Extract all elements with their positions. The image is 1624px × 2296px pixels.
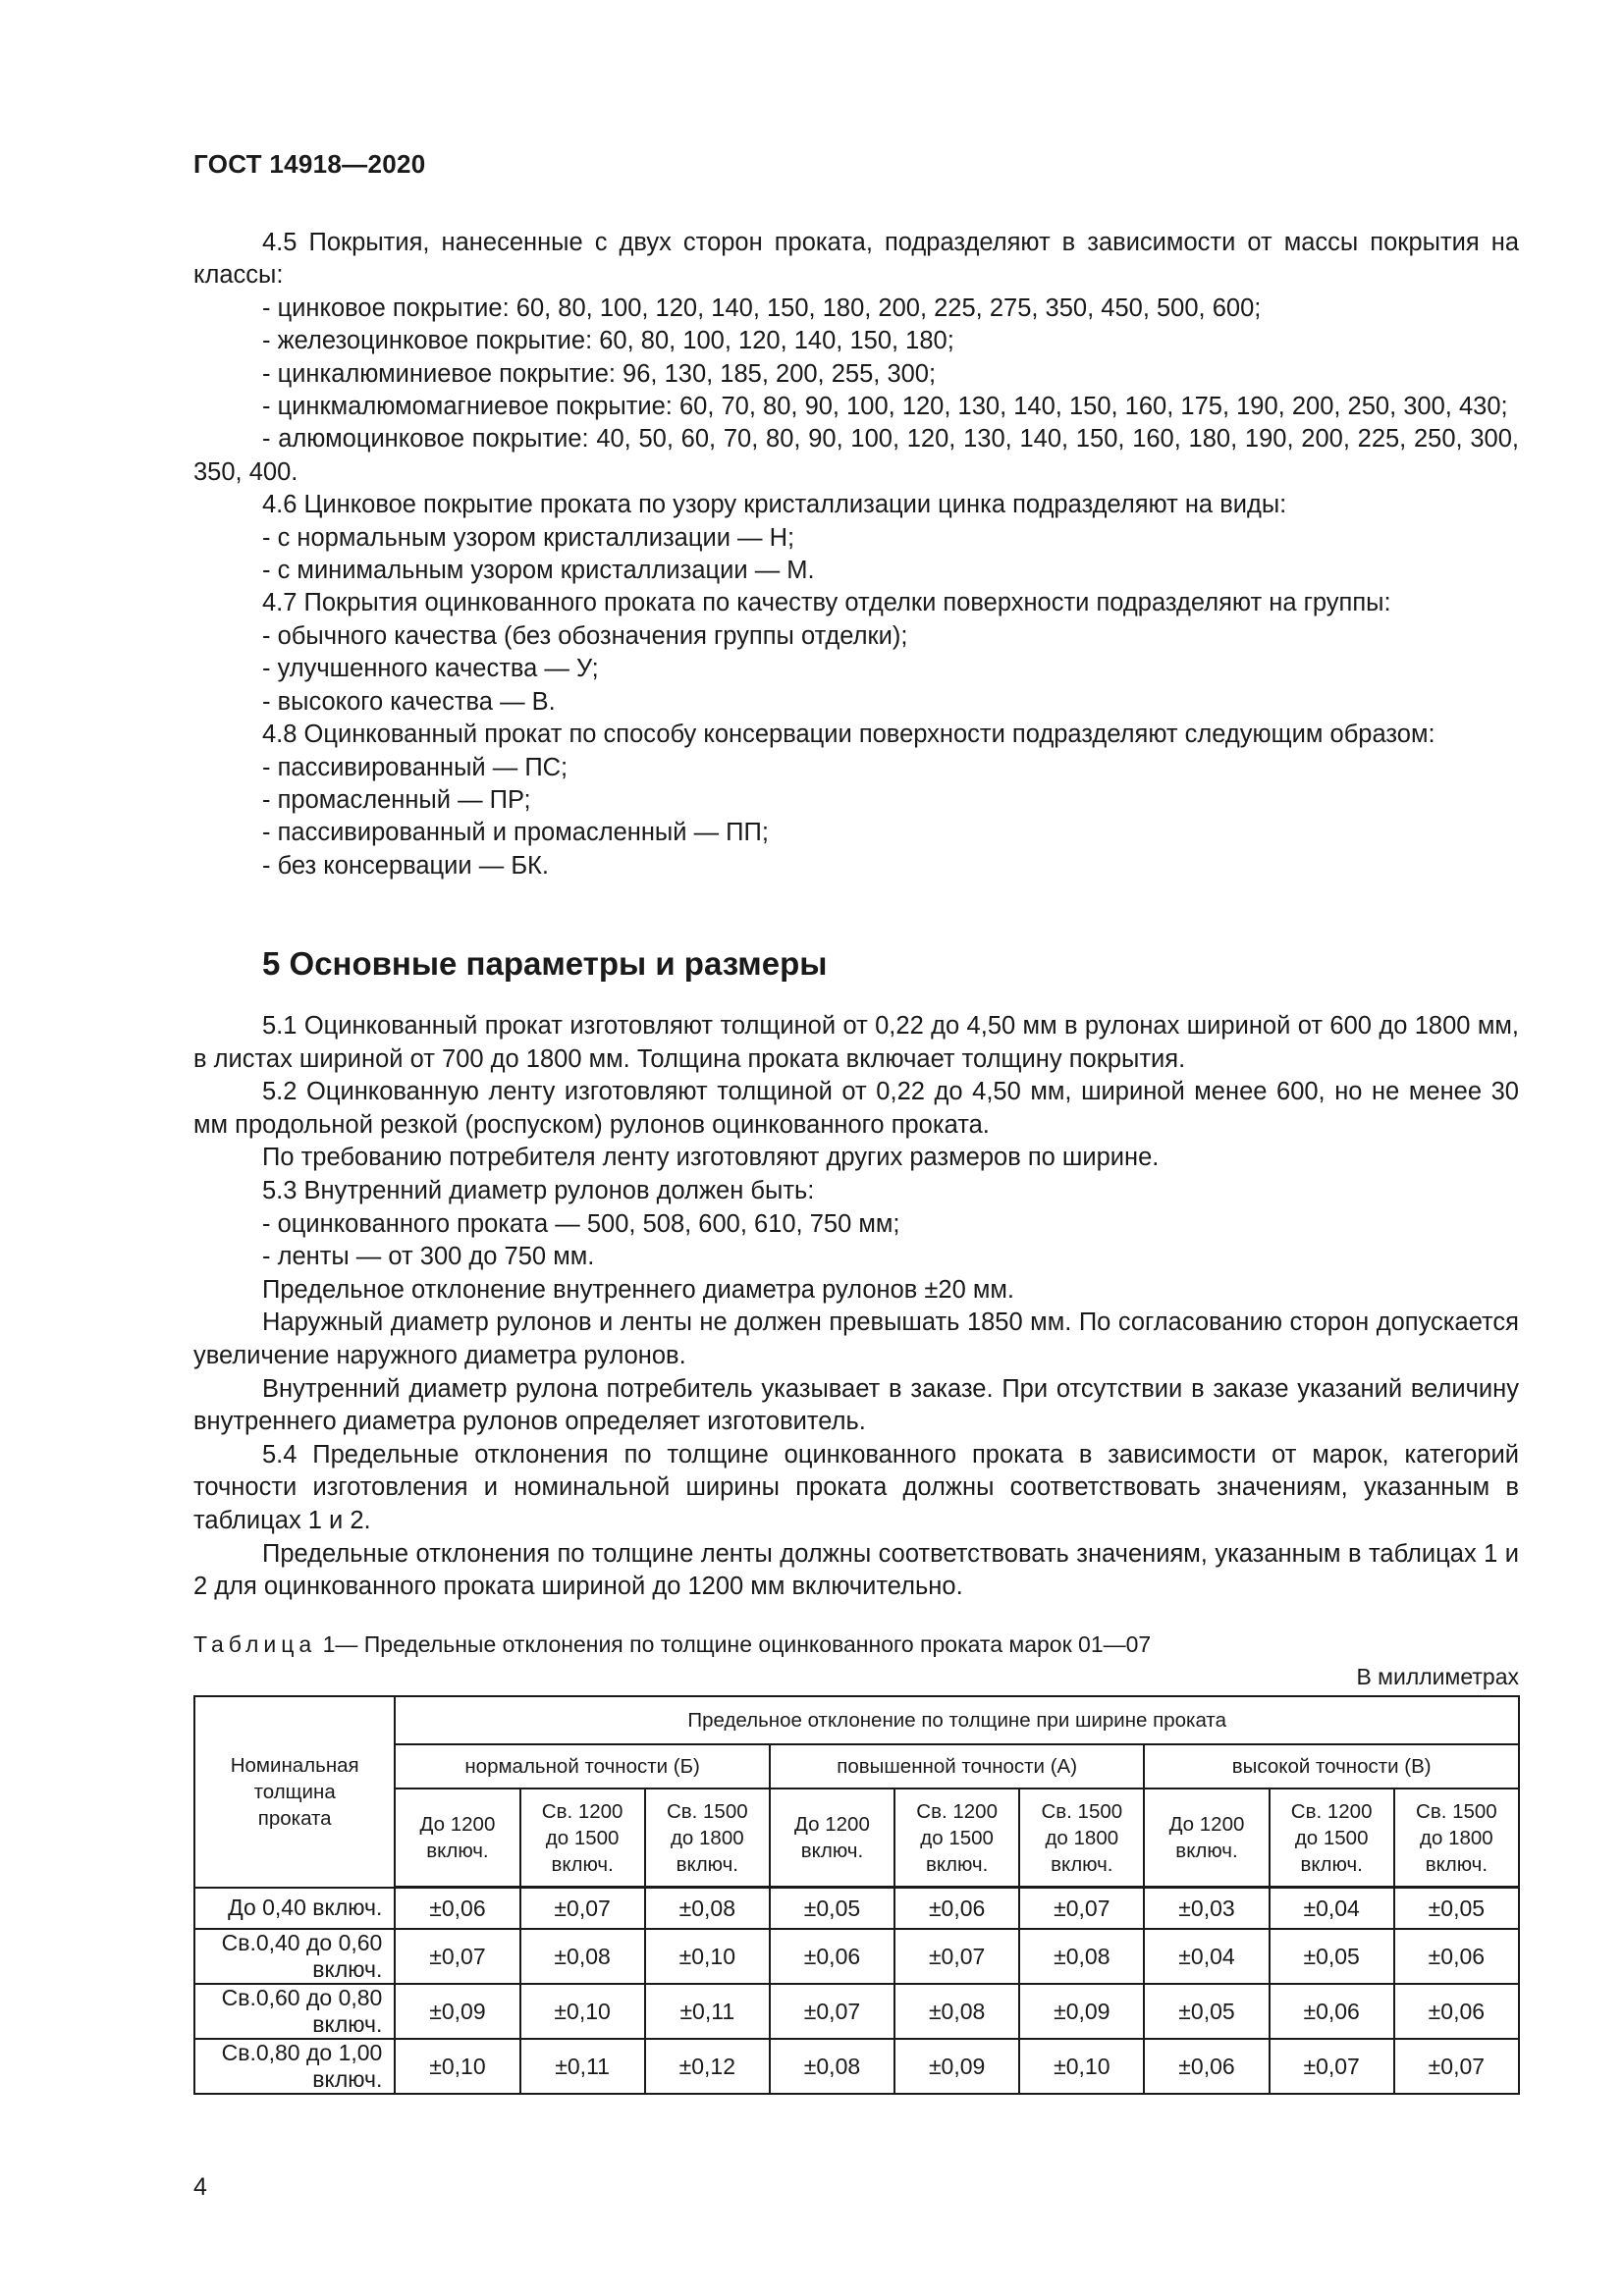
width-subcolumn-header: Св. 1500 до 1800 включ. (1019, 1789, 1144, 1888)
paragraph: - промасленный — ПР; (262, 785, 531, 814)
table-cell: ±0,10 (520, 1984, 645, 2039)
table-units: В миллиметрах (1356, 1664, 1519, 1689)
paragraph: 4.8 Оцинкованный прокат по способу консервации поверхности подразделяют следующим образом: (262, 721, 1435, 749)
paragraph: - без консервации — БК. (262, 851, 549, 880)
paragraph: - цинкмалюмомагниевое покрытие: 60, 70, 80, 90, 100, 120, 130, 140, 150, 160, 175, 190, 200, 250, 300, 430; (262, 393, 1508, 421)
paragraph: - цинкалюминиевое покрытие: 96, 130, 185, 200, 255, 300; (262, 359, 937, 388)
table-cell: ±0,04 (1144, 1929, 1269, 1984)
table-caption (193, 1631, 1151, 1658)
paragraph: - с минимальным узором кристаллизации — М. (262, 557, 815, 585)
paragraph: - цинковое покрытие: 60, 80, 100, 120, 140, 150, 180, 200, 225, 275, 350, 450, 500, 600; (262, 294, 1262, 322)
paragraph: - пассивированный и промасленный — ПП; (262, 819, 769, 847)
width-subcolumn-header: До 1200 включ. (1144, 1789, 1269, 1888)
paragraph: 5.4 Предельные отклонения по толщине оцинкованного проката в зависимости от марок, категорий точности изготовления и номинальной ширины проката должны соответствовать значениям, указанным в таблицах 1 и 2. (193, 1440, 1519, 1534)
paragraph: Наружный диаметр рулонов и ленты не должен превышать 1850 мм. По согласованию сторон допускается увеличение наружного диаметра рулонов. (193, 1308, 1519, 1369)
table-cell: ±0,05 (1394, 1888, 1519, 1930)
table-cell: ±0,06 (1144, 2039, 1269, 2094)
table-cell: ±0,07 (1019, 1888, 1144, 1930)
table-cell: ±0,05 (1144, 1984, 1269, 2039)
table-cell: ±0,04 (1270, 1888, 1394, 1930)
table-cell: ±0,10 (1019, 2039, 1144, 2094)
paragraph: Внутренний диаметр рулона потребитель указывает в заказе. При отсутствии в заказе указаний величину внутреннего диаметра рулонов определяет изготовитель. (193, 1374, 1519, 1436)
table-cell: ±0,06 (395, 1888, 519, 1930)
table-cell: ±0,03 (1144, 1888, 1269, 1930)
paragraph: - ленты — от 300 до 750 мм. (262, 1243, 595, 1271)
thickness-label: Св.0,40 до 0,60 включ. (194, 1929, 395, 1984)
table-cell: ±0,11 (520, 2039, 645, 2094)
paragraph: 4.7 Покрытия оцинкованного проката по качеству отделки поверхности подразделяют на группы: (262, 589, 1391, 617)
table-cell: ±0,07 (1270, 2039, 1394, 2094)
width-subcolumn-header: До 1200 включ. (395, 1789, 519, 1888)
table-cell: ±0,07 (520, 1888, 645, 1930)
paragraph: 5.1 Оцинкованный прокат изготовляют толщиной от 0,22 до 4,50 мм в рулонах шириной от 600 до 1800 мм, в листах шириной от 700 до 1800 мм. Толщина проката включает толщину покрытия. (193, 1012, 1519, 1073)
paragraph: - пассивированный — ПС; (262, 753, 568, 781)
table-cell: ±0,08 (520, 1929, 645, 1984)
document-code-header: ГОСТ 14918—2020 (193, 149, 426, 179)
paragraph: 4.5 Покрытия, нанесенные с двух сторон проката, подразделяют в зависимости от массы покрытия на классы: (193, 229, 1519, 290)
table-row (194, 2039, 1519, 2094)
section-5-title: 5 Основные параметры и размеры (262, 945, 828, 982)
table-cell: ±0,12 (645, 2039, 770, 2094)
accuracy-group-header: нормальной точности (Б) (395, 1744, 770, 1789)
table-row (194, 1929, 1519, 1984)
width-subcolumn-header: Св. 1500 до 1800 включ. (1394, 1789, 1519, 1888)
top-header: Предельное отклонение по толщине при ширине проката (395, 1696, 1519, 1744)
width-subcolumn-header: Св. 1200 до 1500 включ. (520, 1789, 645, 1888)
table-cell: ±0,06 (770, 1929, 894, 1984)
table-cell: ±0,06 (1394, 1929, 1519, 1984)
table-cell: ±0,07 (395, 1929, 519, 1984)
table-cell: ±0,10 (395, 2039, 519, 2094)
table-caption-word: Таблица (193, 1631, 317, 1657)
paragraph: - высокого качества — В. (262, 687, 556, 716)
thickness-label: Св.0,60 до 0,80 включ. (194, 1984, 395, 2039)
table-cell: ±0,11 (645, 1984, 770, 2039)
table-cell: ±0,07 (770, 1984, 894, 2039)
table-row (194, 1888, 1519, 1930)
width-subcolumn-header: Св. 1200 до 1500 включ. (1270, 1789, 1394, 1888)
table-row (194, 1984, 1519, 2039)
table-cell: ±0,07 (1394, 2039, 1519, 2094)
paragraph: 5.2 Оцинкованную ленту изготовляют толщиной от 0,22 до 4,50 мм, шириной менее 600, но не менее 30 мм продольной резкой (роспуском) рулонов оцинкованного проката. (193, 1078, 1519, 1139)
table-caption-text: 1— Предельные отклонения по толщине оцинкованного проката марок 01—07 (316, 1631, 1152, 1657)
paragraph: - обычного качества (без обозначения группы отделки); (262, 621, 908, 650)
table-cell: ±0,06 (894, 1888, 1019, 1930)
paragraph: - улучшенного качества — У; (262, 655, 599, 683)
table-cell: ±0,09 (395, 1984, 519, 2039)
table-cell: ±0,06 (1394, 1984, 1519, 2039)
paragraph: Предельные отклонения по толщине ленты должны соответствовать значениям, указанным в таблицах 1 и 2 для оцинкованного проката шириной до 1200 мм включительно. (193, 1539, 1519, 1601)
page-number: 4 (193, 2173, 207, 2201)
width-subcolumn-header: До 1200 включ. (770, 1789, 894, 1888)
table-cell: ±0,09 (894, 2039, 1019, 2094)
table-cell: ±0,07 (894, 1929, 1019, 1984)
section-5-text (193, 1010, 1519, 1604)
table-cell: ±0,08 (1019, 1929, 1144, 1984)
tolerance-table (193, 1695, 1520, 2095)
table-cell: ±0,10 (645, 1929, 770, 1984)
width-subcolumn-header: Св. 1500 до 1800 включ. (645, 1789, 770, 1888)
paragraph: 4.6 Цинковое покрытие проката по узору кристаллизации цинка подразделяют на виды: (262, 491, 1287, 519)
section-4-text (193, 227, 1519, 882)
table-cell: ±0,09 (1019, 1984, 1144, 2039)
thickness-label: Св.0,80 до 1,00 включ. (194, 2039, 395, 2094)
table-cell: ±0,08 (770, 2039, 894, 2094)
paragraph: - с нормальным узором кристаллизации — Н; (262, 523, 795, 552)
thickness-label: До 0,40 включ. (194, 1888, 395, 1930)
table-cell: ±0,05 (1270, 1929, 1394, 1984)
width-subcolumn-header: Св. 1200 до 1500 включ. (894, 1789, 1019, 1888)
table-cell: ±0,05 (770, 1888, 894, 1930)
paragraph: Предельное отклонение внутреннего диаметра рулонов ±20 мм. (262, 1275, 1014, 1304)
table-cell: ±0,06 (1270, 1984, 1394, 2039)
paragraph: По требованию потребителя ленту изготовляют других размеров по ширине. (262, 1144, 1160, 1172)
paragraph: - железоцинковое покрытие: 60, 80, 100, 120, 140, 150, 180; (262, 327, 954, 355)
table-cell: ±0,08 (645, 1888, 770, 1930)
accuracy-group-header: повышенной точности (А) (770, 1744, 1145, 1789)
accuracy-group-header: высокой точности (В) (1144, 1744, 1519, 1789)
table-cell: ±0,08 (894, 1984, 1019, 2039)
paragraph: - алюмоцинковое покрытие: 40, 50, 60, 70, 80, 90, 100, 120, 130, 140, 150, 160, 180, 190, 200, 225, 250, 300, 350, 400. (193, 425, 1519, 486)
paragraph: - оцинкованного проката — 500, 508, 600, 610, 750 мм; (262, 1209, 900, 1238)
corner-header: Номинальная толщина проката (194, 1696, 395, 1888)
paragraph: 5.3 Внутренний диаметр рулонов должен быть: (262, 1176, 815, 1204)
